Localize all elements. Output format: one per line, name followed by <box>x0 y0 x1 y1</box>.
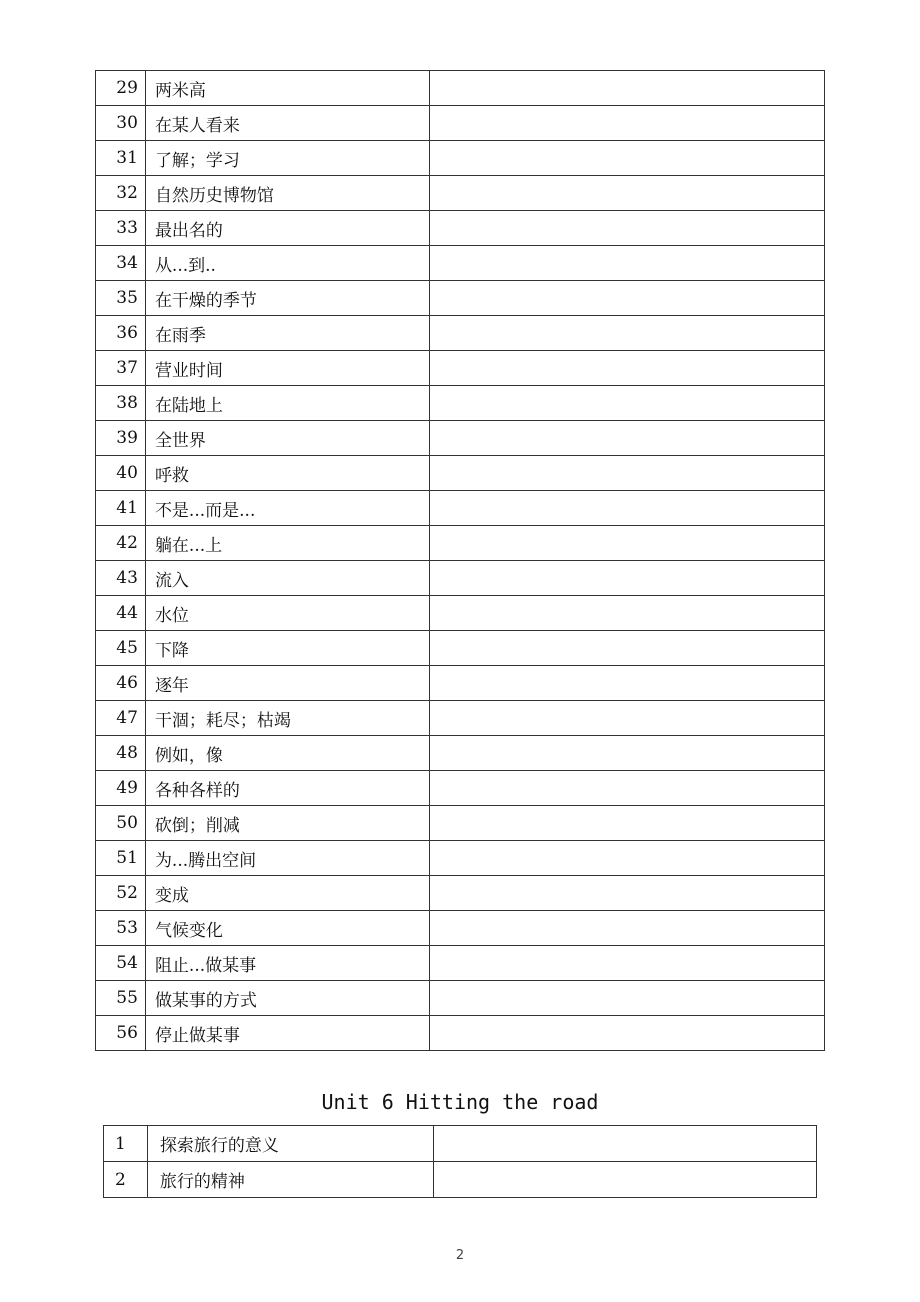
row-number: 56 <box>96 1016 146 1051</box>
table-row <box>96 526 825 561</box>
row-number: 2 <box>104 1162 148 1198</box>
table-row <box>96 911 825 946</box>
answer-cell[interactable] <box>430 946 825 981</box>
row-number: 31 <box>96 141 146 176</box>
vocabulary-table-unit5 <box>95 70 825 1051</box>
table-row <box>96 316 825 351</box>
row-number: 55 <box>96 981 146 1016</box>
answer-cell[interactable] <box>430 141 825 176</box>
row-number: 33 <box>96 211 146 246</box>
answer-cell[interactable] <box>430 666 825 701</box>
chinese-phrase: 气候变化 <box>145 911 429 946</box>
table-row <box>96 841 825 876</box>
answer-cell[interactable] <box>430 876 825 911</box>
table-row <box>96 771 825 806</box>
table-row <box>104 1162 817 1198</box>
answer-cell[interactable] <box>430 911 825 946</box>
answer-cell[interactable] <box>430 701 825 736</box>
row-number: 54 <box>96 946 146 981</box>
answer-cell[interactable] <box>430 841 825 876</box>
chinese-phrase: 自然历史博物馆 <box>145 176 429 211</box>
answer-cell[interactable] <box>430 981 825 1016</box>
row-number: 35 <box>96 281 146 316</box>
table-row <box>96 106 825 141</box>
answer-cell[interactable] <box>434 1126 817 1162</box>
chinese-phrase: 例如，像 <box>145 736 429 771</box>
answer-cell[interactable] <box>434 1162 817 1198</box>
table-row <box>96 1016 825 1051</box>
row-number: 45 <box>96 631 146 666</box>
table-row <box>96 176 825 211</box>
vocabulary-table-body <box>96 71 825 1051</box>
row-number: 51 <box>96 841 146 876</box>
answer-cell[interactable] <box>430 211 825 246</box>
answer-cell[interactable] <box>430 631 825 666</box>
row-number: 32 <box>96 176 146 211</box>
row-number: 42 <box>96 526 146 561</box>
row-number: 52 <box>96 876 146 911</box>
table-row <box>96 631 825 666</box>
table-row <box>96 351 825 386</box>
table-row <box>104 1126 817 1162</box>
answer-cell[interactable] <box>430 491 825 526</box>
chinese-phrase: 全世界 <box>145 421 429 456</box>
row-number: 38 <box>96 386 146 421</box>
chinese-phrase: 在陆地上 <box>145 386 429 421</box>
answer-cell[interactable] <box>430 736 825 771</box>
row-number: 40 <box>96 456 146 491</box>
row-number: 1 <box>104 1126 148 1162</box>
answer-cell[interactable] <box>430 1016 825 1051</box>
vocabulary-table-body <box>104 1126 817 1198</box>
answer-cell[interactable] <box>430 281 825 316</box>
table-row <box>96 701 825 736</box>
chinese-phrase: 干涸；耗尽；枯竭 <box>145 701 429 736</box>
row-number: 48 <box>96 736 146 771</box>
answer-cell[interactable] <box>430 596 825 631</box>
chinese-phrase: 躺在...上 <box>145 526 429 561</box>
table-row <box>96 946 825 981</box>
chinese-phrase: 了解；学习 <box>145 141 429 176</box>
answer-cell[interactable] <box>430 421 825 456</box>
table-row <box>96 71 825 106</box>
row-number: 37 <box>96 351 146 386</box>
row-number: 29 <box>96 71 146 106</box>
table-row <box>96 421 825 456</box>
chinese-phrase: 流入 <box>145 561 429 596</box>
table-row <box>96 386 825 421</box>
answer-cell[interactable] <box>430 526 825 561</box>
table-row <box>96 281 825 316</box>
table-row <box>96 806 825 841</box>
chinese-phrase: 营业时间 <box>145 351 429 386</box>
table-row <box>96 246 825 281</box>
table-row <box>96 561 825 596</box>
page-number: 2 <box>455 1248 465 1263</box>
answer-cell[interactable] <box>430 246 825 281</box>
chinese-phrase: 做某事的方式 <box>145 981 429 1016</box>
answer-cell[interactable] <box>430 351 825 386</box>
row-number: 36 <box>96 316 146 351</box>
answer-cell[interactable] <box>430 456 825 491</box>
chinese-phrase: 阻止...做某事 <box>145 946 429 981</box>
answer-cell[interactable] <box>430 176 825 211</box>
chinese-phrase: 旅行的精神 <box>147 1162 433 1198</box>
row-number: 43 <box>96 561 146 596</box>
row-number: 30 <box>96 106 146 141</box>
table-row <box>96 211 825 246</box>
chinese-phrase: 停止做某事 <box>145 1016 429 1051</box>
row-number: 44 <box>96 596 146 631</box>
chinese-phrase: 砍倒；削减 <box>145 806 429 841</box>
row-number: 34 <box>96 246 146 281</box>
table-row <box>96 596 825 631</box>
row-number: 49 <box>96 771 146 806</box>
row-number: 46 <box>96 666 146 701</box>
row-number: 53 <box>96 911 146 946</box>
table-row <box>96 736 825 771</box>
vocabulary-table-unit6 <box>103 1125 817 1198</box>
row-number: 47 <box>96 701 146 736</box>
chinese-phrase: 两米高 <box>145 71 429 106</box>
answer-cell[interactable] <box>430 771 825 806</box>
chinese-phrase: 最出名的 <box>145 211 429 246</box>
chinese-phrase: 水位 <box>145 596 429 631</box>
chinese-phrase: 为...腾出空间 <box>145 841 429 876</box>
table-row <box>96 981 825 1016</box>
table-row <box>96 141 825 176</box>
table-row <box>96 876 825 911</box>
answer-cell[interactable] <box>430 71 825 106</box>
chinese-phrase: 变成 <box>145 876 429 911</box>
chinese-phrase: 在雨季 <box>145 316 429 351</box>
chinese-phrase: 在某人看来 <box>145 106 429 141</box>
table-row <box>96 491 825 526</box>
chinese-phrase: 逐年 <box>145 666 429 701</box>
section-heading: Unit 6 Hitting the road <box>321 1090 599 1114</box>
answer-cell[interactable] <box>430 386 825 421</box>
answer-cell[interactable] <box>430 316 825 351</box>
chinese-phrase: 探索旅行的意义 <box>147 1126 433 1162</box>
chinese-phrase: 不是...而是... <box>145 491 429 526</box>
table-row <box>96 456 825 491</box>
chinese-phrase: 呼救 <box>145 456 429 491</box>
row-number: 39 <box>96 421 146 456</box>
table-row <box>96 666 825 701</box>
row-number: 50 <box>96 806 146 841</box>
answer-cell[interactable] <box>430 806 825 841</box>
answer-cell[interactable] <box>430 561 825 596</box>
chinese-phrase: 从...到.. <box>145 246 429 281</box>
chinese-phrase: 各种各样的 <box>145 771 429 806</box>
chinese-phrase: 在干燥的季节 <box>145 281 429 316</box>
chinese-phrase: 下降 <box>145 631 429 666</box>
row-number: 41 <box>96 491 146 526</box>
answer-cell[interactable] <box>430 106 825 141</box>
